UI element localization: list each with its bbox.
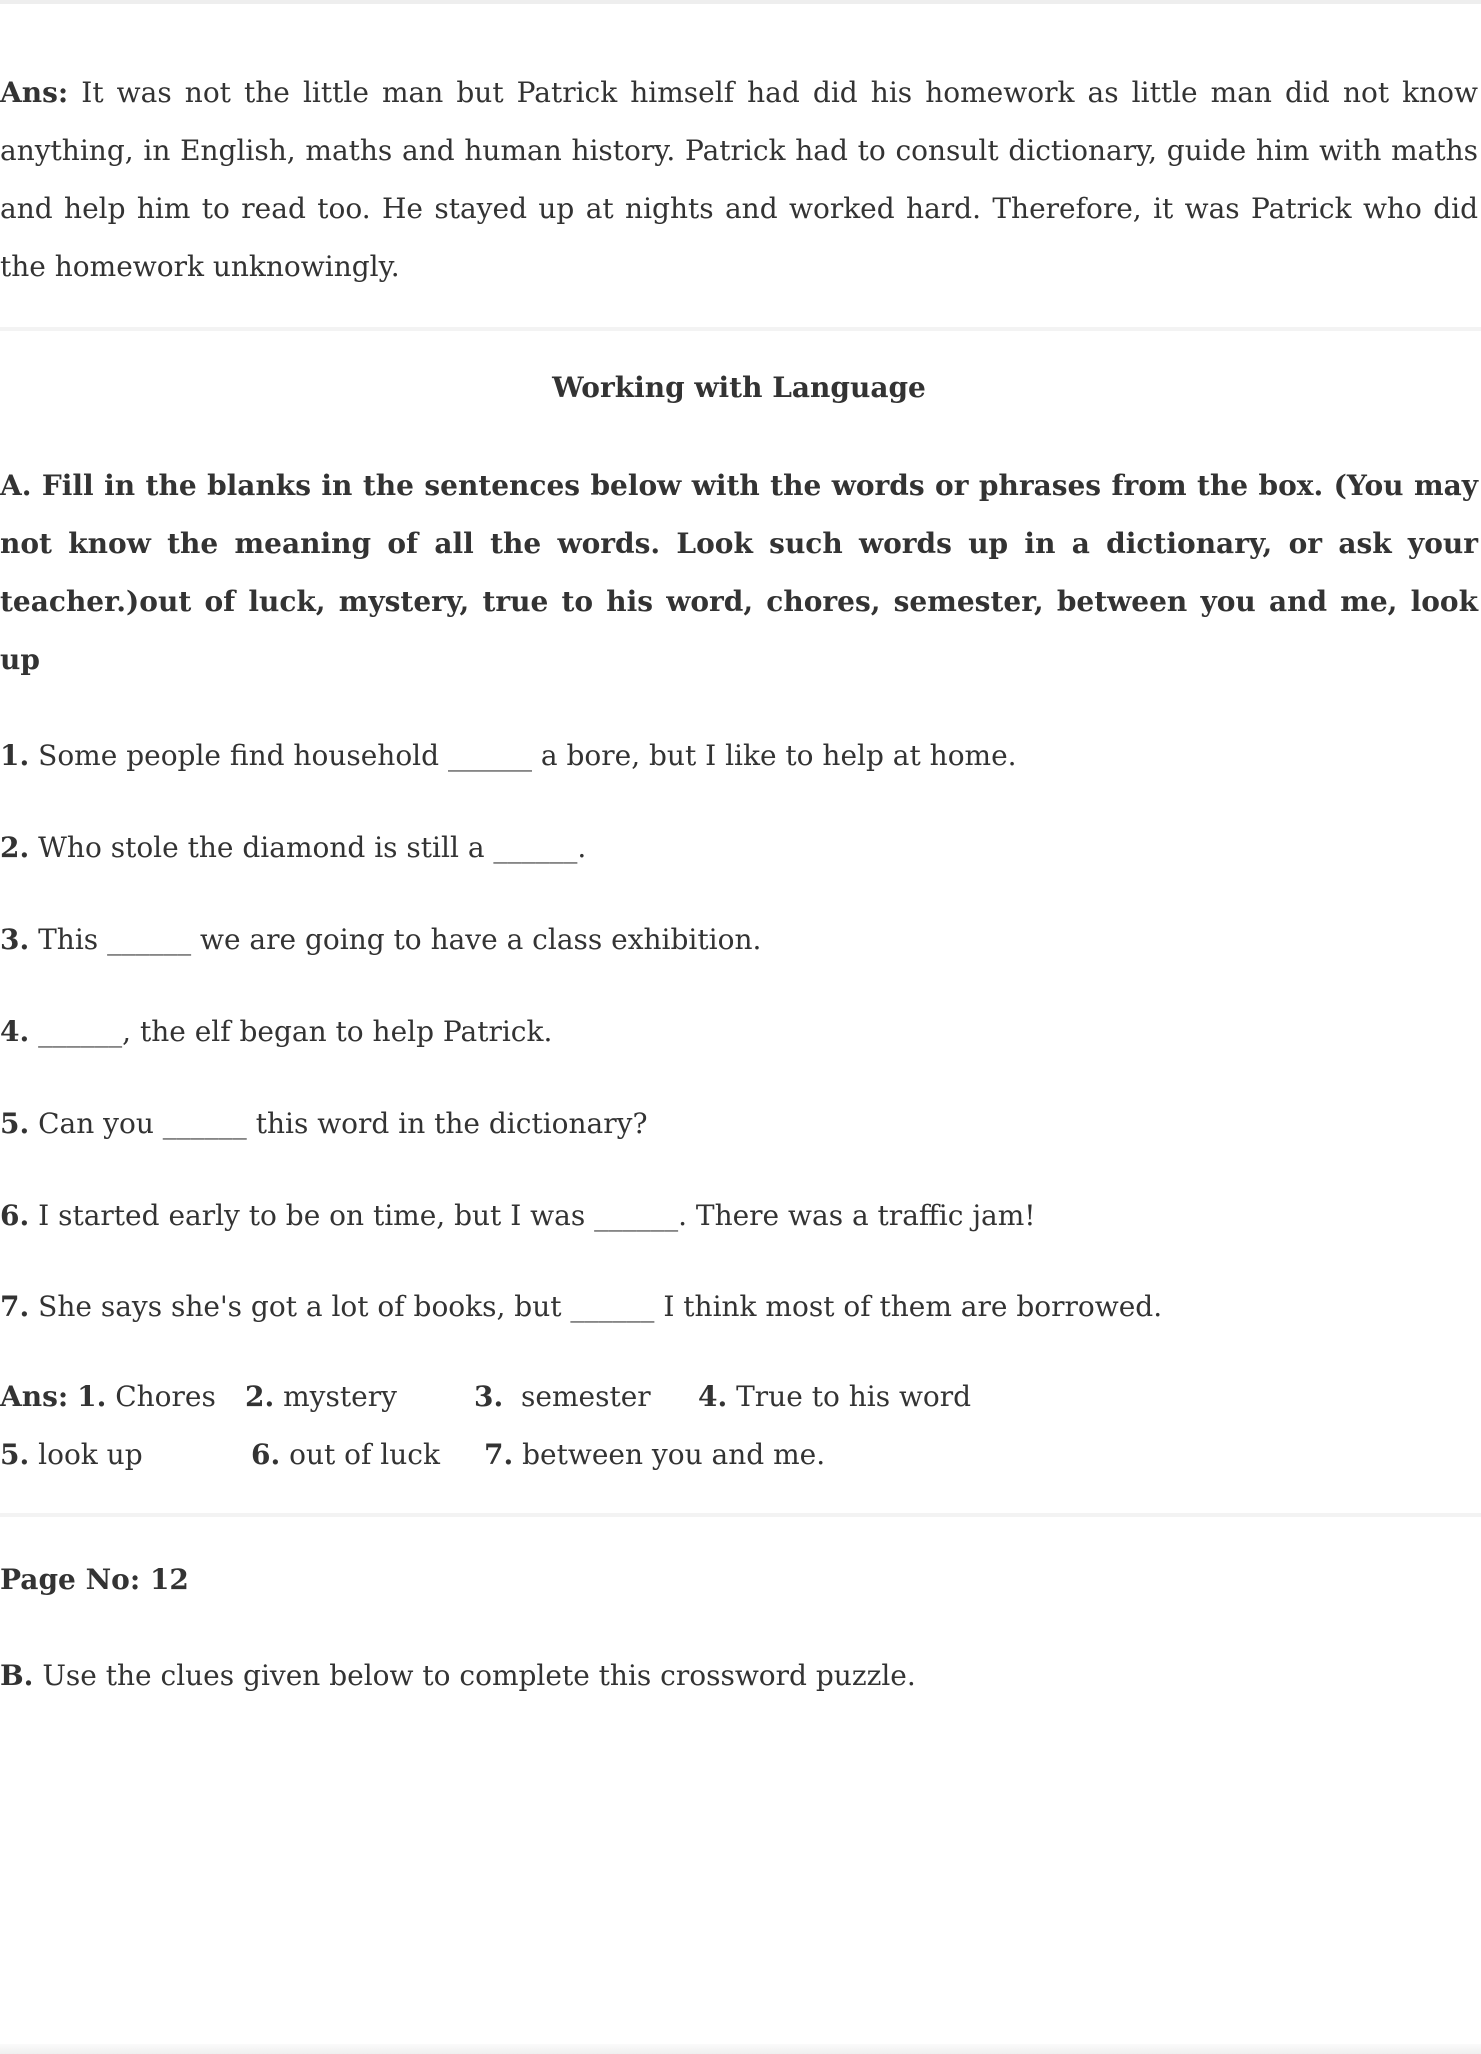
section-divider [0,1513,1481,1517]
section-heading: Working with Language [552,371,926,404]
section-divider [0,327,1481,331]
answers-label: Ans: [0,1380,69,1413]
question-number: 1. [0,739,30,772]
question-item [0,1095,1478,1153]
answer-word: look up [29,1438,143,1471]
question-text: She says she's got a lot of books, but [29,1290,571,1323]
question-text: This [29,923,108,956]
question-text: I started early to be on time, but I was [29,1199,595,1232]
fill-blank: ______ [107,923,192,956]
answer-word: mystery [274,1380,397,1413]
answer-word: out of luck [280,1438,440,1471]
question-text [29,1015,38,1048]
exercise-a-instruction: A. Fill in the blanks in the sentences below with the words or phrases from the box. (You may not know the meaning of all the words. Look such words up in a dictionary, or ask your teacher.)out of luck, mystery, true to his word, chores, semester, between you and me, look up [0,469,1478,676]
answer-word: Chores [106,1380,216,1413]
question-text: . There was a traffic jam! [678,1199,1036,1232]
question-number: 7. [0,1290,30,1323]
question-text: I think most of them are borrowed. [654,1290,1163,1323]
question-item [0,819,1478,877]
question-text: , the elf began to help Patrick. [122,1015,553,1048]
question-item [0,1003,1478,1061]
question-text: . [577,831,587,864]
answer-entry [484,1426,825,1484]
question-text: a bore, but I like to help at home. [531,739,1017,772]
answer-word: between you and me. [513,1438,826,1471]
answer-text: It was not the little man but Patrick himself had did his homework as little man did not know anything, in English, maths and human history. Patrick had to consult dictionary, guide him with maths and help him to read too. He stayed up at nights and worked hard. Therefore, it was Patrick who did the homework unknowingly. [0,76,1478,283]
exercise-b-text: Use the clues given below to complete this crossword puzzle. [33,1659,916,1692]
answer-label: Ans: [0,76,69,109]
answer-number: 6. [251,1438,281,1471]
answer-number: 1. [77,1380,107,1413]
question-number: 4. [0,1015,30,1048]
answer-paragraph [0,64,1478,296]
answer-word: True to his word [727,1380,972,1413]
answer-entry [245,1368,397,1426]
question-item [0,727,1478,785]
question-text: this word in the dictionary? [246,1107,648,1140]
exercise-b-instruction [0,1647,1478,1705]
answer-number: 3. [474,1380,504,1413]
bottom-edge-strip [0,2044,1481,2054]
answer-number: 5. [0,1438,30,1471]
answer-word: semester [503,1380,651,1413]
answer-entry [0,1426,143,1484]
fill-blank: ______ [594,1199,679,1232]
question-text: we are going to have a class exhibition. [191,923,762,956]
question-text: Who stole the diamond is still a [29,831,494,864]
fill-blank: ______ [570,1290,655,1323]
question-number: 5. [0,1107,30,1140]
top-edge-strip [0,0,1481,4]
answer-number: 4. [698,1380,728,1413]
answer-entry [474,1368,651,1426]
answer-entry [698,1368,971,1426]
answers-row-2 [0,1426,1478,1484]
question-number: 6. [0,1199,30,1232]
fill-blank: ______ [162,1107,247,1140]
question-number: 3. [0,923,30,956]
question-item [0,1187,1478,1245]
question-number: 2. [0,831,30,864]
fill-blank: ______ [447,739,532,772]
question-item [0,1278,1478,1336]
answers-row-1 [0,1368,1478,1426]
page-number: Page No: 12 [0,1563,189,1596]
answer-number: 2. [245,1380,275,1413]
answer-number: 7. [484,1438,514,1471]
exercise-b-label: B. [0,1659,34,1692]
answer-entry [251,1426,440,1484]
fill-blank: ______ [38,1015,123,1048]
question-text: Can you [29,1107,163,1140]
question-item [0,911,1478,969]
fill-blank: ______ [493,831,578,864]
answer-entry [0,1368,216,1426]
question-text: Some people find household [29,739,448,772]
